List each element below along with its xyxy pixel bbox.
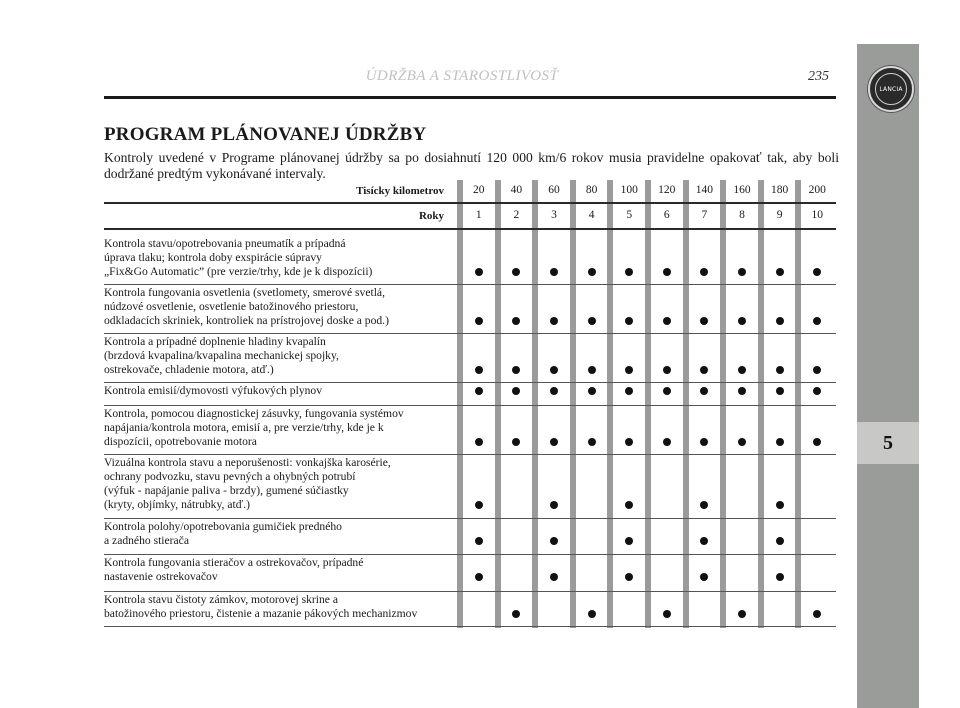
km-value: 120 [658, 184, 676, 196]
row-description-line: Kontrola fungovania osvetlenia (svetlomety, smerové svetlá, [104, 286, 385, 299]
interval-mark [663, 438, 671, 446]
interval-mark [550, 317, 558, 325]
row-description-line: Kontrola emisií/dymovosti výfukových plynov [104, 384, 323, 397]
interval-mark [625, 537, 633, 545]
column-separator [607, 180, 613, 628]
header-divider [104, 202, 836, 204]
interval-mark [588, 438, 596, 446]
interval-mark [588, 268, 596, 276]
interval-mark [700, 268, 708, 276]
interval-mark [475, 438, 483, 446]
interval-mark [738, 317, 746, 325]
year-value: 2 [513, 209, 520, 221]
row-description-line: núdzové osvetlenie, osvetlenie batožinového priestoru, [104, 300, 359, 313]
interval-mark [588, 366, 596, 374]
row-description-line: batožinového priestoru, čistenie a mazanie pákových mechanizmov [104, 607, 418, 620]
row-description [104, 286, 459, 328]
interval-mark [475, 537, 483, 545]
interval-mark [700, 438, 708, 446]
row-description [104, 237, 459, 279]
row-description-line: nastavenie ostrekovačov [104, 570, 218, 583]
row-divider [104, 554, 836, 555]
row-description-line: ochrany podvozku, stavu pevných a ohybných potrubí [104, 470, 356, 483]
year-value: 9 [776, 209, 783, 221]
year-value: 8 [739, 209, 745, 221]
interval-mark [700, 387, 708, 395]
interval-mark [663, 387, 671, 395]
interval-mark [475, 268, 483, 276]
interval-mark [813, 387, 821, 395]
km-value: 80 [585, 184, 598, 196]
interval-mark [700, 537, 708, 545]
interval-mark [550, 501, 558, 509]
interval-mark [475, 501, 483, 509]
km-value: 180 [770, 184, 789, 196]
row-description-line: (brzdová kvapalina/kvapalina mechanickej spojky, [104, 349, 339, 362]
interval-mark [663, 366, 671, 374]
row-description-line: úprava tlaku; kontrola doby exspirácie súpravy [104, 251, 322, 264]
interval-mark [663, 610, 671, 618]
year-value: 5 [626, 209, 633, 221]
row-description [104, 556, 459, 584]
interval-mark [550, 366, 558, 374]
year-value: 7 [701, 209, 708, 221]
interval-mark [776, 573, 784, 581]
interval-mark [512, 366, 520, 374]
row-description-line: Kontrola stavu čistoty zámkov, motorovej skrine a [104, 593, 338, 606]
row-divider [104, 518, 836, 519]
interval-mark [588, 387, 596, 395]
column-separator [683, 180, 689, 628]
running-title: ÚDRŽBA A STAROSTLIVOSŤ [365, 68, 559, 84]
row-description-line: „Fix&Go Automatic” (pre verzie/trhy, kde je k dispozícii) [104, 265, 373, 278]
interval-mark [813, 438, 821, 446]
header-divider [104, 228, 836, 230]
interval-mark [588, 610, 596, 618]
km-value: 200 [808, 184, 826, 196]
interval-mark [475, 317, 483, 325]
interval-mark [776, 366, 784, 374]
column-separator [532, 180, 538, 628]
year-value: 4 [588, 209, 595, 221]
maintenance-table [104, 180, 836, 628]
chapter-tab[interactable] [857, 422, 919, 464]
interval-mark [776, 537, 784, 545]
row-description-line: (kryty, objímky, nátrubky, atď.) [104, 498, 250, 511]
row-description-line: Kontrola a prípadné doplnenie hladiny kvapalín [104, 335, 326, 348]
row-divider [104, 333, 836, 334]
km-value: 140 [695, 184, 714, 196]
row-description-line: Vizuálna kontrola stavu a neporušenosti: vonkajška karosérie, [104, 456, 391, 469]
header-rule [104, 96, 836, 99]
page-number: 235 [808, 69, 829, 84]
interval-mark [776, 501, 784, 509]
interval-mark [738, 610, 746, 618]
column-separator [570, 180, 576, 628]
year-value: 1 [475, 209, 482, 221]
interval-mark [700, 366, 708, 374]
row-description-line: (výfuk - napájanie paliva - brzdy), gumené súčiastky [104, 484, 349, 497]
interval-mark [776, 317, 784, 325]
row-description [104, 456, 459, 512]
interval-mark [550, 537, 558, 545]
interval-mark [813, 317, 821, 325]
row-divider [104, 626, 836, 627]
km-value: 100 [620, 184, 638, 196]
interval-mark [738, 387, 746, 395]
interval-mark [813, 610, 821, 618]
interval-mark [625, 317, 633, 325]
interval-mark [550, 573, 558, 581]
row-divider [104, 382, 836, 383]
row-description [104, 593, 459, 621]
row-description-line: Kontrola, pomocou diagnostickej zásuvky, fungovania systémov [104, 407, 404, 420]
interval-mark [512, 438, 520, 446]
column-separator [495, 180, 501, 628]
interval-mark [776, 387, 784, 395]
interval-mark [738, 366, 746, 374]
row-description-line: Kontrola polohy/opotrebovania gumičiek predného [104, 520, 342, 533]
section-title: PROGRAM PLÁNOVANEJ ÚDRŽBY [104, 124, 427, 145]
row-description [104, 335, 459, 377]
interval-mark [625, 268, 633, 276]
interval-mark [512, 610, 520, 618]
interval-mark [813, 366, 821, 374]
logo-text: LANCIA [875, 73, 907, 105]
year-value: 10 [811, 209, 823, 221]
lancia-logo-icon [868, 66, 914, 112]
row-description [104, 384, 459, 398]
interval-mark [700, 317, 708, 325]
chapter-sidebar [857, 44, 919, 708]
interval-mark [512, 268, 520, 276]
years-header-label: Roky [418, 210, 444, 222]
km-value: 40 [510, 184, 523, 196]
row-description-line: napájania/kontrola motora, emisií a, pre verzie/trhy, kde je k [104, 421, 384, 434]
column-separator [645, 180, 651, 628]
interval-mark [512, 317, 520, 325]
interval-mark [813, 268, 821, 276]
interval-mark [475, 366, 483, 374]
interval-mark [625, 501, 633, 509]
km-header-label: Tisícky kilometrov [356, 185, 444, 197]
row-description-line: Kontrola fungovania stieračov a ostrekovačov, prípadné [104, 556, 364, 569]
row-divider [104, 284, 836, 285]
interval-mark [550, 438, 558, 446]
interval-mark [776, 268, 784, 276]
interval-mark [550, 268, 558, 276]
row-description-line: a zadného stierača [104, 534, 189, 547]
interval-mark [475, 573, 483, 581]
interval-mark [512, 387, 520, 395]
row-description [104, 407, 459, 449]
interval-mark [776, 438, 784, 446]
column-separator [758, 180, 764, 628]
interval-mark [550, 387, 558, 395]
km-value: 20 [473, 184, 485, 196]
year-value: 3 [551, 209, 557, 221]
section-intro: Kontroly uvedené v Programe plánovanej údržby sa po dosiahnutí 120 000 km/6 rokov musia pravidelne opakovať tak, aby boli dodržané predtým vykonávané intervaly. [104, 150, 839, 181]
row-divider [104, 405, 836, 406]
interval-mark [588, 317, 596, 325]
interval-mark [700, 573, 708, 581]
row-description [104, 520, 459, 548]
km-value: 160 [733, 184, 751, 196]
row-description-line: dispozícii, opotrebovanie motora [104, 435, 257, 448]
interval-mark [625, 387, 633, 395]
interval-mark [738, 438, 746, 446]
column-separator [720, 180, 726, 628]
row-description-line: ostrekovače, chladenie motora, atď.) [104, 363, 274, 376]
chapter-number: 5 [883, 431, 893, 454]
interval-mark [625, 438, 633, 446]
year-value: 6 [663, 209, 670, 221]
interval-mark [625, 573, 633, 581]
km-value: 60 [548, 184, 560, 196]
interval-mark [475, 387, 483, 395]
row-divider [104, 591, 836, 592]
interval-mark [738, 268, 746, 276]
interval-mark [663, 317, 671, 325]
row-divider [104, 454, 836, 455]
row-description-line: Kontrola stavu/opotrebovania pneumatík a prípadná [104, 237, 346, 250]
row-description-line: odkladacích skriniek, kontroliek na prístrojovej doske a pod.) [104, 314, 389, 327]
interval-mark [625, 366, 633, 374]
interval-mark [663, 268, 671, 276]
interval-mark [700, 501, 708, 509]
column-separator [795, 180, 801, 628]
